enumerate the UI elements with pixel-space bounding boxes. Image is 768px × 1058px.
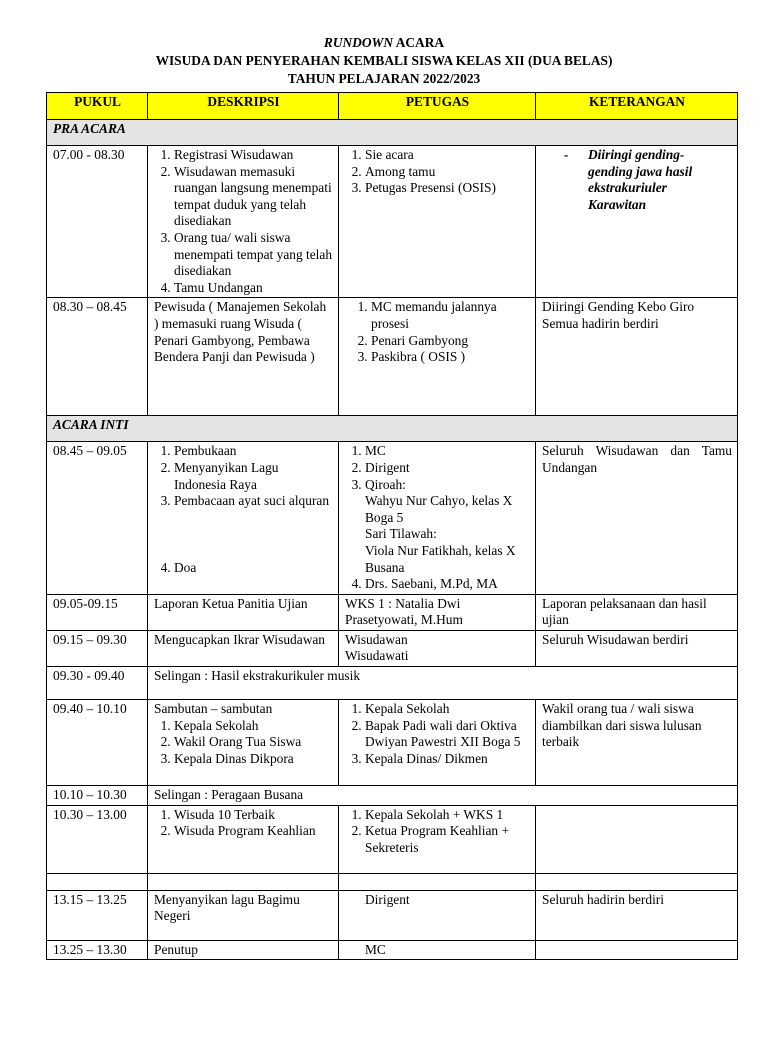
staff-line: Wisudawan — [345, 631, 408, 647]
staff-cell — [339, 873, 536, 890]
note-cell — [536, 873, 738, 890]
document-title — [0, 34, 768, 88]
list-item-detail: Viola Nur Fatikhah, kelas X Busana — [365, 542, 516, 575]
description-cell: Menyanyikan lagu Bagimu Negeri — [148, 890, 339, 940]
list-item: 1. Wisuda 10 Terbaik — [174, 807, 333, 824]
table-row — [47, 890, 738, 940]
time-cell: 09.30 - 09.40 — [47, 667, 148, 700]
list-item: 3. Kepala Dinas/ Dikmen — [365, 751, 530, 768]
description-cell: Selingan : Hasil ekstrakurikuler musik — [148, 667, 738, 700]
description-cell: Penutup — [148, 940, 339, 960]
staff-cell: MC — [339, 940, 536, 960]
description-heading: Sambutan – sambutan — [154, 701, 273, 717]
title-line-2: WISUDA DAN PENYERAHAN KEMBALI SISWA KELAS XII (DUA BELAS) — [155, 53, 613, 68]
note-item — [542, 147, 732, 213]
staff-cell — [339, 805, 536, 873]
list-item: 1. Kepala Sekolah — [174, 718, 333, 735]
list-item: 3. Orang tua/ wali siswa menempati tempat yang telah disediakan — [174, 230, 333, 280]
dash-bullet: - — [564, 147, 569, 162]
col-header-deskripsi: DESKRIPSI — [148, 93, 339, 120]
time-cell: 09.05-09.15 — [47, 594, 148, 630]
staff-cell — [339, 298, 536, 416]
time-cell: 08.30 – 08.45 — [47, 298, 148, 416]
table-row — [47, 298, 738, 416]
list-item: 2. Among tamu — [365, 164, 530, 181]
list-item: 2. Wisudawan memasuki ruangan langsung menempati tempat duduk yang telah disediakan — [174, 164, 333, 230]
time-cell: 13.15 – 13.25 — [47, 890, 148, 940]
description-cell: Pewisuda ( Manajemen Sekolah ) memasuki ruang Wisuda ( Penari Gambyong, Pembawa Bendera Panji dan Pewisuda ) — [148, 298, 339, 416]
time-cell: 09.15 – 09.30 — [47, 630, 148, 666]
list-item: 4. Drs. Saebani, M.Pd, MA — [365, 576, 530, 593]
description-cell: Laporan Ketua Panitia Ujian — [148, 594, 339, 630]
time-cell: 07.00 - 08.30 — [47, 146, 148, 298]
list-item: 4. Tamu Undangan — [174, 280, 333, 297]
table-row — [47, 700, 738, 786]
note-line: Diiringi Gending Kebo Giro — [542, 299, 695, 315]
list-item: 1. Kepala Sekolah — [365, 701, 530, 718]
list-item: 1. Pembukaan — [174, 443, 333, 460]
staff-cell — [339, 442, 536, 594]
time-cell: 10.30 – 13.00 — [47, 805, 148, 873]
list-item: 3. Pembacaan ayat suci alquran — [174, 493, 333, 510]
note-cell — [536, 442, 738, 594]
note-cell: Laporan pelaksanaan dan hasil ujian — [536, 594, 738, 630]
list-item-detail: Wahyu Nur Cahyo, kelas X Boga 5 — [365, 493, 513, 525]
section-label: ACARA INTI — [47, 416, 738, 442]
table-row — [47, 805, 738, 873]
description-cell — [148, 700, 339, 786]
list-item: 1. Kepala Sekolah + WKS 1 — [365, 807, 530, 824]
title-line-1: RUNDOWN ACARA — [323, 35, 445, 50]
table-row-empty — [47, 873, 738, 890]
list-item: 3. Paskibra ( OSIS ) — [371, 349, 530, 366]
list-item: 1. MC memandu jalannya prosesi — [371, 299, 530, 332]
col-header-pukul: PUKUL — [47, 93, 148, 120]
time-cell: 13.25 – 13.30 — [47, 940, 148, 960]
time-cell: 08.45 – 09.05 — [47, 442, 148, 594]
list-item: 1. Sie acara — [365, 147, 530, 164]
list-item: 2. Dirigent — [365, 460, 530, 477]
staff-cell — [339, 146, 536, 298]
table-row — [47, 667, 738, 700]
table-row — [47, 594, 738, 630]
section-row-acara-inti — [47, 416, 738, 442]
list-item: 1. Registrasi Wisudawan — [174, 147, 333, 164]
note-cell — [536, 298, 738, 416]
staff-line: Wisudawati — [345, 648, 409, 664]
note-text: Seluruh Wisudawan dan Tamu Undangan — [542, 443, 732, 475]
col-header-keterangan: KETERANGAN — [536, 93, 738, 120]
list-item: 2. Wakil Orang Tua Siswa — [174, 734, 333, 751]
list-item: 2. Wisuda Program Keahlian — [174, 823, 333, 840]
staff-cell — [339, 700, 536, 786]
list-item: 1. MC — [365, 443, 530, 460]
note-line: Semua hadirin berdiri — [542, 315, 659, 331]
list-item: 2. Bapak Padi wali dari Oktiva Dwiyan Pawestri XII Boga 5 — [365, 718, 530, 751]
list-item: 4. Doa — [174, 560, 333, 577]
staff-cell: WKS 1 : Natalia Dwi Prasetyowati, M.Hum — [339, 594, 536, 630]
list-item: 2. Ketua Program Keahlian + Sekreteris — [365, 823, 530, 856]
list-item — [365, 477, 530, 577]
note-cell: Seluruh hadirin berdiri — [536, 890, 738, 940]
description-cell: Mengucapkan Ikrar Wisudawan — [148, 630, 339, 666]
note-cell — [536, 805, 738, 873]
section-label: PRA ACARA — [47, 120, 738, 146]
table-header-row — [47, 93, 738, 120]
list-item: 2. Penari Gambyong — [371, 333, 530, 350]
description-cell — [148, 805, 339, 873]
time-cell: 09.40 – 10.10 — [47, 700, 148, 786]
description-cell — [148, 442, 339, 594]
title-line-3: TAHUN PELAJARAN 2022/2023 — [287, 71, 481, 86]
col-header-petugas: PETUGAS — [339, 93, 536, 120]
list-item-heading: 3. Qiroah: — [365, 476, 406, 492]
description-cell: Selingan : Peragaan Busana — [148, 786, 738, 806]
list-item: 3. Petugas Presensi (OSIS) — [365, 180, 530, 197]
table-row — [47, 442, 738, 594]
staff-cell: Dirigent — [339, 890, 536, 940]
table-row — [47, 786, 738, 806]
note-cell: Seluruh Wisudawan berdiri — [536, 630, 738, 666]
table-row — [47, 630, 738, 666]
table-row — [47, 146, 738, 298]
time-cell — [47, 873, 148, 890]
list-item: 3. Kepala Dinas Dikpora — [174, 751, 333, 768]
note-cell — [536, 146, 738, 298]
list-item: 2. Menyanyikan Lagu Indonesia Raya — [174, 460, 333, 493]
note-cell — [536, 940, 738, 960]
staff-cell — [339, 630, 536, 666]
rundown-table — [46, 92, 738, 960]
table-row — [47, 940, 738, 960]
list-item-heading: Sari Tilawah: — [365, 526, 437, 542]
time-cell: 10.10 – 10.30 — [47, 786, 148, 806]
description-cell — [148, 146, 339, 298]
note-cell: Wakil orang tua / wali siswa diambilkan dari siswa lulusan terbaik — [536, 700, 738, 786]
description-cell — [148, 873, 339, 890]
note-text: Diiringi gending-gending jawa hasil ekstrakuriuler Karawitan — [588, 147, 693, 212]
section-row-pra-acara — [47, 120, 738, 146]
